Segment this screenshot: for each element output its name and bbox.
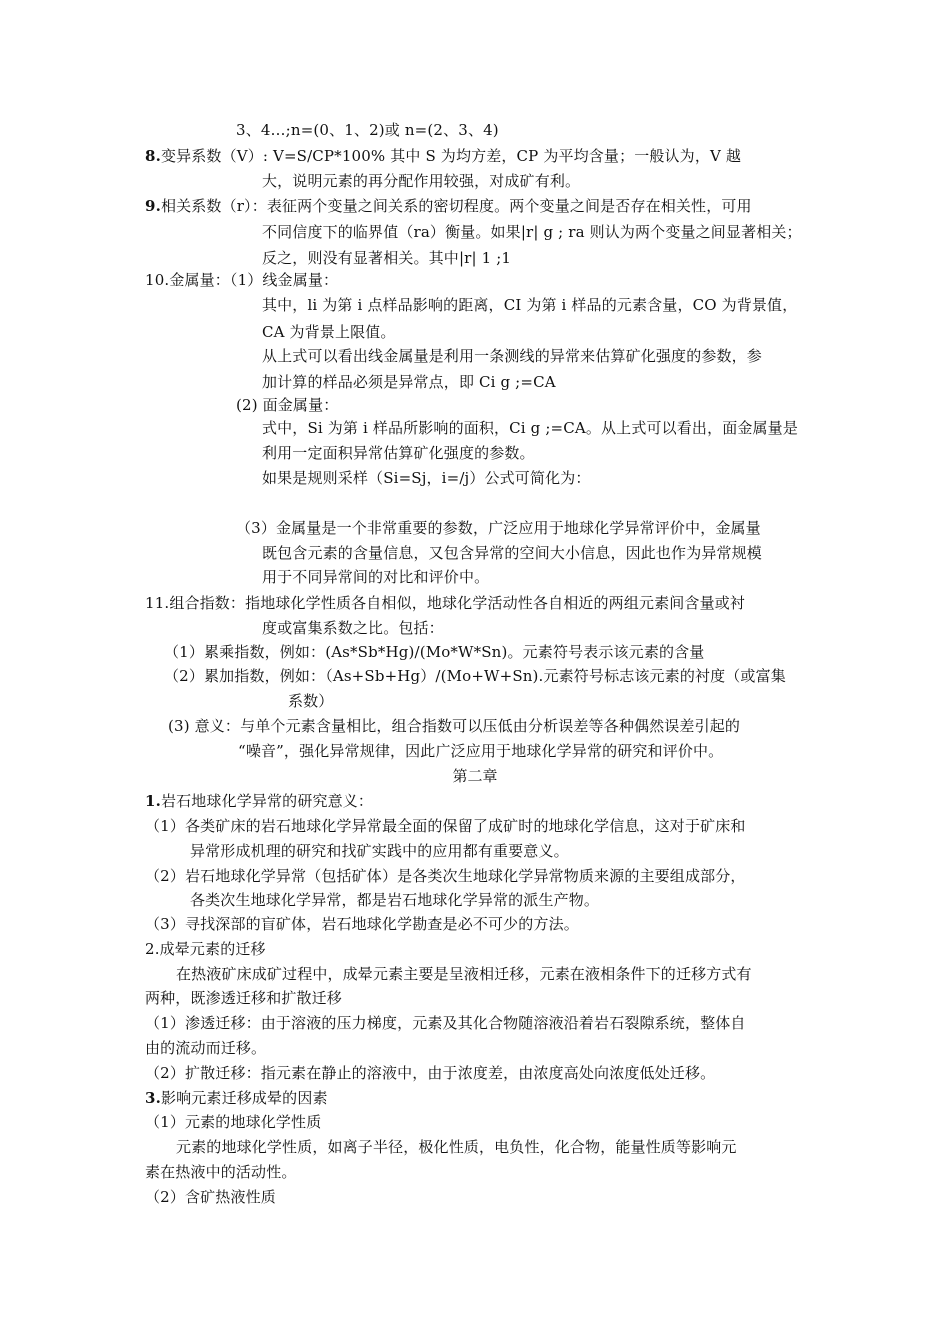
text-line: （2）含矿热液性质 [145,1188,276,1206]
text-line: （1）渗透迁移：由于溶液的压力梯度，元素及其化合物随溶液沿着岩石裂隙系统，整体自 [145,1014,746,1032]
text-line [145,270,338,290]
item-number: 11. [145,594,170,612]
text-line: 用于不同异常间的对比和评价中。 [262,568,490,586]
item-text: 相关系数（r）：表征两个变量之间关系的密切程度。两个变量之间是否存在相关性，可用 [160,197,752,215]
text-line: 如果是规则采样（Si=Sj，i=/j）公式可简化为： [262,469,591,487]
text-line: 各类次生地球化学异常，都是岩石地球化学异常的派生产物。 [190,891,600,909]
text-line: （1）累乘指数，例如：(As*Sb*Hg)/(Mo*W*Sn)。元素符号表示该元素的含量 [164,643,705,661]
text-line: 式中，Si 为第 i 样品所影响的面积，Ci g ;=CA。从上式可以看出，面金属量是 [262,419,798,437]
text-line: （2）累加指数，例如：（As+Sb+Hg）/(Mo+W+Sn).元素符号标志该元素的衬度（或富集 [164,667,786,685]
text-line: 由的流动而迁移。 [145,1039,267,1057]
text-line: 利用一定面积异常估算矿化强度的参数。 [262,444,535,462]
text-line: 元素的地球化学性质，如离子半径，极化性质，电负性，化合物，能量性质等影响元 [176,1138,737,1156]
text-line: （1）元素的地球化学性质 [145,1113,322,1131]
text-line: 系数） [288,692,334,710]
text-line: (3) 意义：与单个元素含量相比，组合指数可以压低由分析误差等各种偶然误差引起的 [168,717,741,735]
text-line: 2.成晕元素的迁移 [145,940,266,958]
item-text: 组合指数：指地球化学性质各自相似，地球化学活动性各自相近的两组元素间含量或衬 [169,594,746,612]
text-line: （2）岩石地球化学异常（包括矿体）是各类次生地球化学异常物质来源的主要组成部分， [145,867,746,885]
item-number: 10. [145,271,170,289]
text-line: 素在热液中的活动性。 [145,1163,297,1181]
text-line: 度或富集系数之比。包括： [262,619,444,637]
text-line: 两种，既渗透迁移和扩散迁移 [145,989,342,1007]
text-line: 从上式可以看出线金属量是利用一条测线的异常来估算矿化强度的参数，参 [262,347,762,365]
text-line: （3）寻找深部的盲矿体，岩石地球化学勘查是必不可少的方法。 [145,915,579,933]
text-line [145,146,741,166]
text-line: 不同信度下的临界值（ra）衡量。如果|r| g ; ra 则认为两个变量之间显著相关； [262,223,802,241]
text-line [145,791,373,811]
text-line: （2）扩散迁移：指元素在静止的溶液中，由于浓度差，由浓度高处向浓度低处迁移。 [145,1064,716,1082]
item-text: 岩石地球化学异常的研究意义： [160,792,374,810]
text-line [145,1088,328,1108]
text-line: （1）各类矿床的岩石地球化学异常最全面的保留了成矿时的地球化学信息，这对于矿床和 [145,817,746,835]
text-line: 加计算的样品必须是异常点，即 Ci g ;=CA [262,373,556,391]
text-line: 大，说明元素的再分配作用较强，对成矿有利。 [262,172,581,190]
chapter-title: 第二章 [452,767,498,785]
text-line: 既包含元素的含量信息，又包含异常的空间大小信息，因此也作为异常规模 [262,544,762,562]
item-number: 1. [145,792,161,810]
text-line [145,593,745,613]
text-line: 其中，li 为第 i 点样品影响的距离，CI 为第 i 样品的元素含量，CO 为背景值， [262,296,798,314]
item-text: 影响元素迁移成晕的因素 [160,1089,328,1107]
item-number: 9. [145,197,161,215]
item-number: 3. [145,1089,161,1107]
text-line: (2) 面金属量： [236,396,339,414]
text-line: “噪音”，强化异常规律，因此广泛应用于地球化学异常的研究和评价中。 [238,742,724,760]
text-line [145,196,752,216]
text-line: 异常形成机理的研究和找矿实践中的应用都有重要意义。 [190,842,569,860]
text-line: （3）金属量是一个非常重要的参数，广泛应用于地球化学异常评价中，金属量 [236,519,761,537]
text-line: CA 为背景上限值。 [262,323,396,341]
text-line: 在热液矿床成矿过程中，成晕元素主要是呈液相迁移，元素在液相条件下的迁移方式有 [176,965,752,983]
item-number: 8. [145,147,161,165]
item-text: 金属量：（1）线金属量： [169,271,339,289]
text-line: 3、4…;n=(0、1、2)或 n=(2、3、4) [236,121,499,139]
item-text: 变异系数（V）: V=S/CP*100% 其中 S 为均方差，CP 为平均含量；一般认为，V 越 [160,147,742,165]
text-line: 反之，则没有显著相关。其中|r| 1 ;1 [262,249,512,267]
